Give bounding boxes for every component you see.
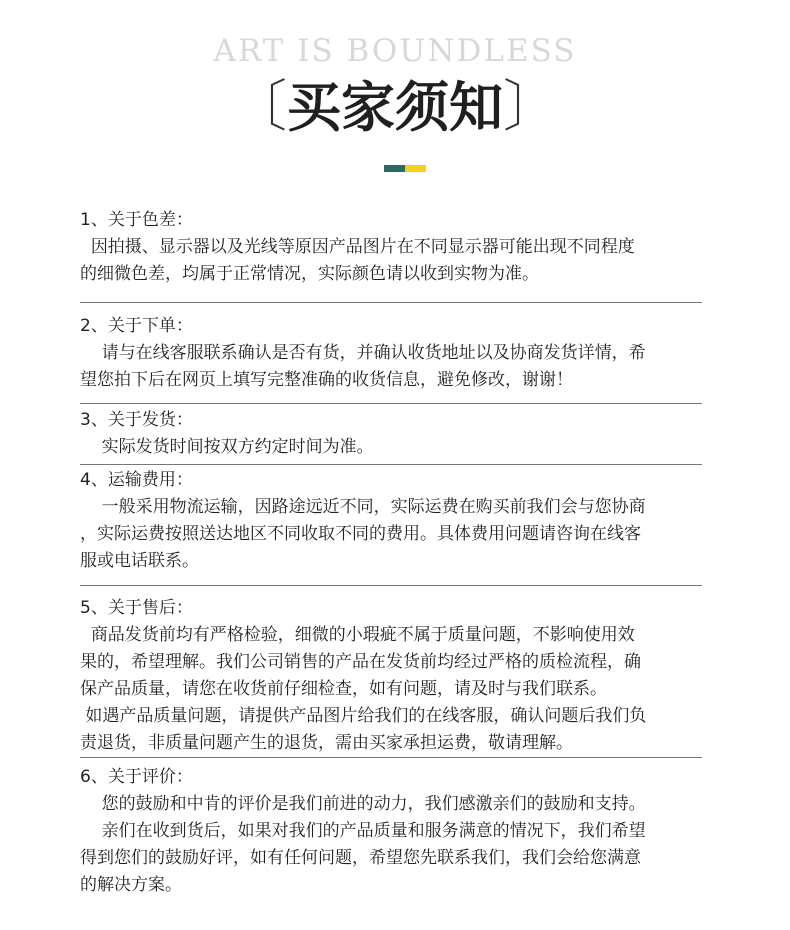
divider <box>80 403 702 404</box>
section-line: 您的鼓励和中肯的评价是我们前进的动力，我们感激亲们的鼓励和支持。 <box>80 794 646 814</box>
section-line: 保产品质量，请您在收货前仔细检查，如有问题，请及时与我们联系。 <box>80 679 607 699</box>
section-color-difference <box>80 207 710 288</box>
section-heading: 6、关于评价： <box>80 767 193 787</box>
divider <box>80 302 702 303</box>
section-line: 请与在线客服联系确认是否有货，并确认收货地址以及协商发货详情，希 <box>80 343 646 363</box>
title-text: 买家须知 <box>287 75 503 139</box>
section-line: 因拍摄、显示器以及光线等原因产品图片在不同显示器可能出现不同程度 <box>80 237 635 257</box>
section-line: 如遇产品质量问题，请提供产品图片给我们的在线客服，确认问题后我们负 <box>80 706 647 726</box>
section-line: 服或电话联系。 <box>80 551 199 571</box>
section-line: 实际发货时间按双方约定时间为准。 <box>80 437 374 457</box>
section-heading: 1、关于色差： <box>80 210 193 230</box>
section-line: 亲们在收到货后，如果对我们的产品质量和服务满意的情况下，我们希望 <box>80 821 646 841</box>
title-bracket-left: 〔 <box>231 75 287 140</box>
section-line: 商品发货前均有严格检验，细微的小瑕疵不属于质量问题，不影响使用效 <box>80 625 635 645</box>
section-line: 果的，希望理解。我们公司销售的产品在发货前均经过严格的质检流程，确 <box>80 652 641 672</box>
section-shipping <box>80 407 710 461</box>
title-bracket-right: 〕 <box>503 75 559 140</box>
section-heading: 3、关于发货： <box>80 410 193 430</box>
section-heading: 5、关于售后： <box>80 598 193 618</box>
section-freight-cost <box>80 467 710 575</box>
section-line: 的细微色差，均属于正常情况，实际颜色请以收到实物为准。 <box>80 264 539 284</box>
accent-bar-yellow <box>405 165 426 172</box>
section-line: ，实际运费按照送达地区不同收取不同的费用。具体费用问题请咨询在线客 <box>80 524 641 544</box>
section-reviews <box>80 764 710 899</box>
section-line: 责退货，非质量问题产生的退货，需由买家承担运费，敬请理解。 <box>80 733 573 753</box>
subtitle-art-is-boundless: ART IS BOUNDLESS <box>213 33 577 69</box>
section-ordering <box>80 313 710 394</box>
page-title <box>0 72 790 143</box>
section-heading: 2、关于下单： <box>80 316 193 336</box>
divider <box>80 464 702 465</box>
section-line: 得到您们的鼓励好评，如有任何问题，希望您先联系我们，我们会给您满意 <box>80 848 641 868</box>
section-after-sales <box>80 595 710 757</box>
section-line: 望您拍下后在网页上填写完整准确的收货信息，避免修改，谢谢！ <box>80 370 573 390</box>
section-line: 的解决方案。 <box>80 875 182 895</box>
divider <box>80 757 702 758</box>
accent-bar-green <box>384 165 405 172</box>
section-heading: 4、运输费用： <box>80 470 193 490</box>
section-line: 一般采用物流运输，因路途远近不同，实际运费在购买前我们会与您协商 <box>80 497 646 517</box>
divider <box>80 585 702 586</box>
